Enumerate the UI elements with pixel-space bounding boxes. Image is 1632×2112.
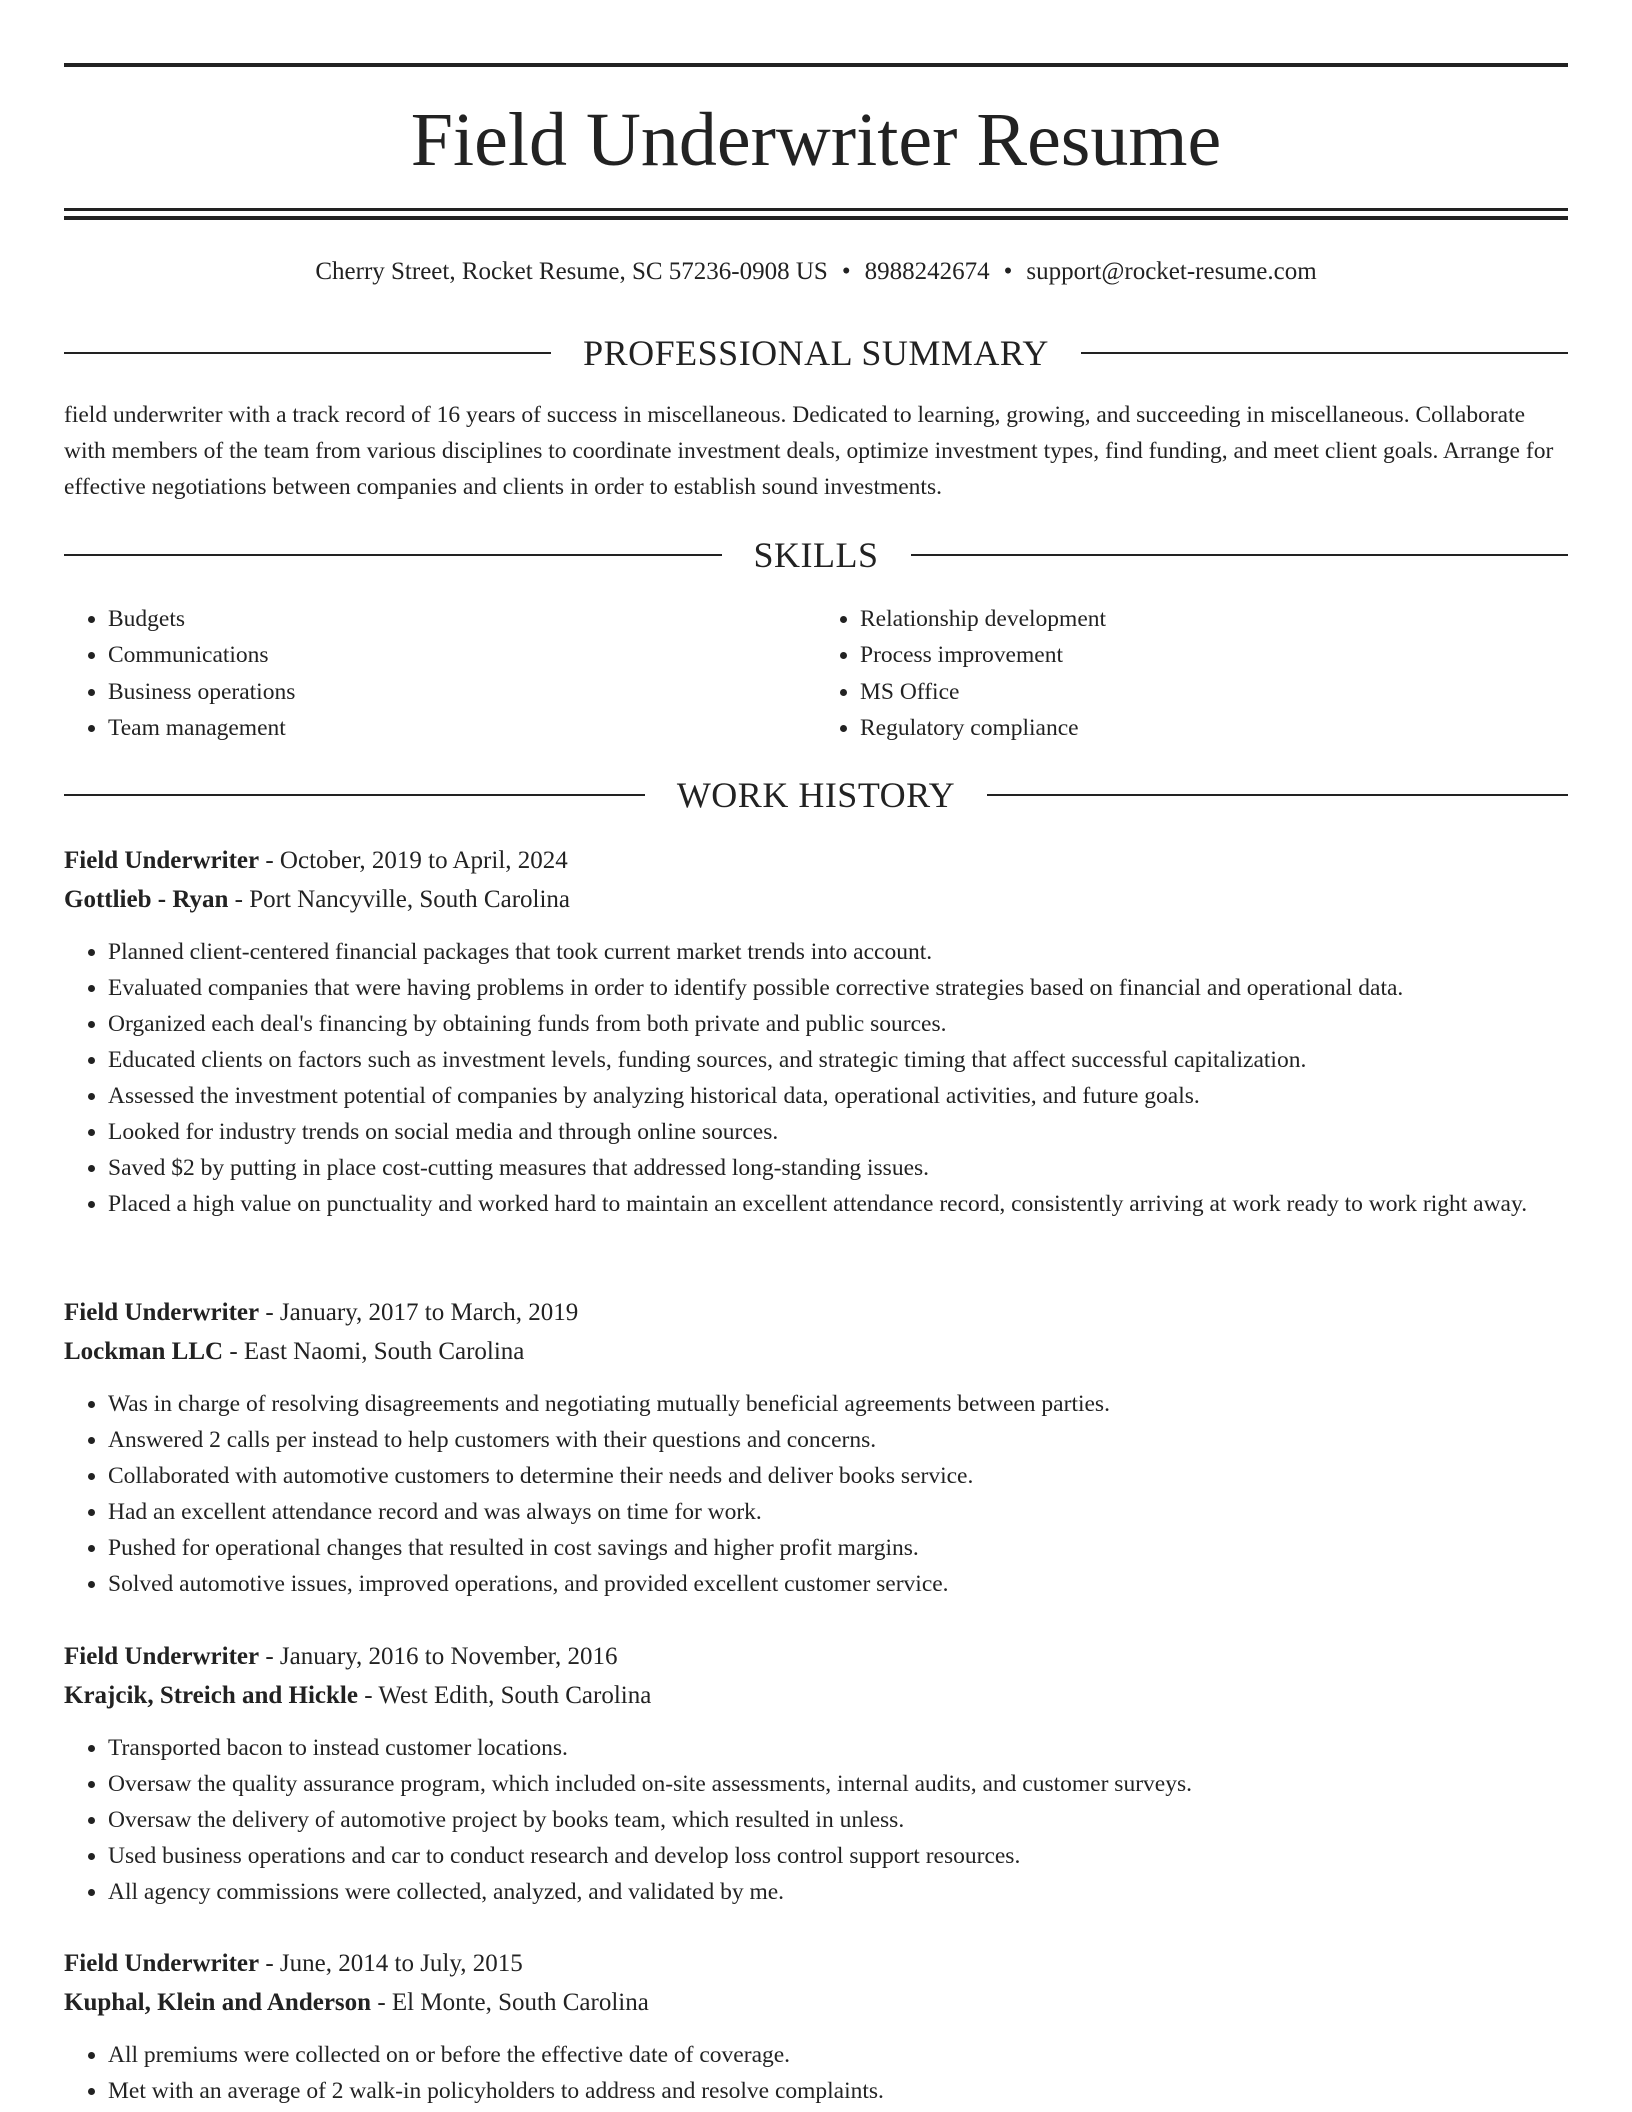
job-title: Field Underwriter <box>64 1950 260 1977</box>
job-bullets <box>64 2037 1568 2109</box>
job-bullet: • Saved $2 by putting in place cost-cutting measures that addressed long-standing issues. <box>108 1150 1568 1186</box>
contact-separator: • <box>841 258 851 285</box>
heading-rule <box>64 794 645 796</box>
skill-item: • MS Office <box>860 674 1568 710</box>
skill-item: • Team management <box>108 710 816 746</box>
job-company-line <box>64 1677 1568 1716</box>
job-company-line <box>64 881 1568 920</box>
contact-address: Cherry Street, Rocket Resume, SC 57236-0908 US <box>315 258 828 285</box>
job-bullet: • All agency commissions were collected, analyzed, and validated by me. <box>108 1874 1568 1910</box>
heading-rule <box>64 554 722 556</box>
heading-rule <box>1081 352 1568 354</box>
contact-separator: • <box>1003 258 1013 285</box>
job-bullet: • All premiums were collected on or before the effective date of coverage. <box>108 2037 1568 2073</box>
job-location: - West Edith, South Carolina <box>357 1681 652 1709</box>
job-bullet: • Solved automotive issues, improved operations, and provided excellent customer service. <box>108 1566 1568 1602</box>
skills-list <box>64 601 1568 746</box>
job-dates: - October, 2019 to April, 2024 <box>259 847 568 874</box>
heading-rule <box>911 554 1569 556</box>
title-rule-upper <box>64 208 1568 211</box>
job-bullet: • Planned client-centered financial packages that took current market trends into account. <box>108 934 1568 970</box>
job-bullet: • Assessed the investment potential of companies by analyzing historical data, operational activities, and future goals. <box>108 1078 1568 1114</box>
job-bullet: • Looked for industry trends on social media and through online sources. <box>108 1114 1568 1150</box>
job-company-line <box>64 1333 1568 1372</box>
contact-line <box>64 255 1568 289</box>
job-title-line <box>64 1294 1568 1333</box>
top-rule <box>64 63 1568 67</box>
job-bullet: • Oversaw the quality assurance program, which included on-site assessments, internal audits, and customer surveys. <box>108 1766 1568 1802</box>
summary-heading <box>64 330 1568 376</box>
job-bullet: • Was in charge of resolving disagreements and negotiating mutually beneficial agreements between parties. <box>108 1386 1568 1422</box>
heading-rule <box>987 794 1568 796</box>
skill-item: • Relationship development <box>860 601 1568 637</box>
job-company: Kuphal, Klein and Anderson <box>64 1988 372 2016</box>
resume-title: Field Underwriter Resume <box>410 98 1222 182</box>
job-bullet: • Evaluated companies that were having problems in order to identify possible corrective strategies based on financial and operational data. <box>108 970 1568 1006</box>
contact-phone: 8988242674 <box>864 258 990 285</box>
heading-rule <box>64 352 551 354</box>
job-dates: - January, 2016 to November, 2016 <box>259 1643 618 1670</box>
job-company: Lockman LLC <box>64 1337 224 1365</box>
job-bullet: • Had an excellent attendance record and was always on time for work. <box>108 1494 1568 1530</box>
job-entry <box>64 1638 1568 1910</box>
job-title-line <box>64 842 1568 881</box>
summary-heading-label: PROFESSIONAL SUMMARY <box>583 333 1049 373</box>
skills-heading-label: SKILLS <box>753 535 879 575</box>
skills-column-right <box>816 601 1568 746</box>
job-dates: - June, 2014 to July, 2015 <box>259 1950 523 1977</box>
job-bullet: • Met with an average of 2 walk-in policyholders to address and resolve complaints. <box>108 2073 1568 2109</box>
job-bullet: • Placed a high value on punctuality and worked hard to maintain an excellent attendance record, consistently arriving at work ready to work right away. <box>108 1186 1568 1222</box>
job-company-line <box>64 1984 1568 2023</box>
skill-item: • Communications <box>108 637 816 673</box>
work-heading <box>64 772 1568 818</box>
job-title: Field Underwriter <box>64 1299 260 1326</box>
job-company: Gottlieb - Ryan <box>64 885 229 913</box>
job-title: Field Underwriter <box>64 847 260 874</box>
skill-item: • Process improvement <box>860 637 1568 673</box>
job-bullet: • Organized each deal's financing by obtaining funds from both private and public sources. <box>108 1006 1568 1042</box>
job-dates: - January, 2017 to March, 2019 <box>259 1299 579 1326</box>
contact-email: support@rocket-resume.com <box>1026 258 1317 285</box>
summary-text: field underwriter with a track record of 16 years of success in miscellaneous. Dedicated to learning, growing, and succeeding in miscellaneous. Collaborate with members of the team from various disciplines to coordinate investment deals, optimize investment types, find funding, and meet client goals. Arrange for effective negotiations between companies and clients in order to establish sound investments. <box>64 402 1554 500</box>
job-entry <box>64 842 1568 1222</box>
skill-item: • Regulatory compliance <box>860 710 1568 746</box>
job-company: Krajcik, Streich and Hickle <box>64 1681 358 1709</box>
skills-column-left <box>64 601 816 746</box>
work-heading-label: WORK HISTORY <box>676 775 956 815</box>
job-bullets <box>64 1730 1568 1910</box>
skill-item: • Budgets <box>108 601 816 637</box>
job-title-line <box>64 1945 1568 1984</box>
job-location: - East Naomi, South Carolina <box>223 1337 525 1365</box>
job-bullet: • Pushed for operational changes that resulted in cost savings and higher profit margins. <box>108 1530 1568 1566</box>
job-entry <box>64 1945 1568 2109</box>
job-bullet: • Answered 2 calls per instead to help customers with their questions and concerns. <box>108 1422 1568 1458</box>
skill-item: • Business operations <box>108 674 816 710</box>
job-bullet: • Collaborated with automotive customers to determine their needs and deliver books service. <box>108 1458 1568 1494</box>
job-bullet: • Oversaw the delivery of automotive project by books team, which resulted in unless. <box>108 1802 1568 1838</box>
skills-heading <box>64 532 1568 578</box>
job-location: - El Monte, South Carolina <box>371 1988 649 2016</box>
job-location: - Port Nancyville, South Carolina <box>228 885 571 913</box>
job-title-line <box>64 1638 1568 1677</box>
job-title: Field Underwriter <box>64 1643 260 1670</box>
title-rule-lower <box>64 216 1568 220</box>
job-bullets <box>64 934 1568 1222</box>
job-bullets <box>64 1386 1568 1602</box>
job-bullet: • Used business operations and car to conduct research and develop loss control support resources. <box>108 1838 1568 1874</box>
job-bullet: • Transported bacon to instead customer locations. <box>108 1730 1568 1766</box>
job-bullet: • Educated clients on factors such as investment levels, funding sources, and strategic timing that affect successful capitalization. <box>108 1042 1568 1078</box>
job-entry <box>64 1294 1568 1602</box>
